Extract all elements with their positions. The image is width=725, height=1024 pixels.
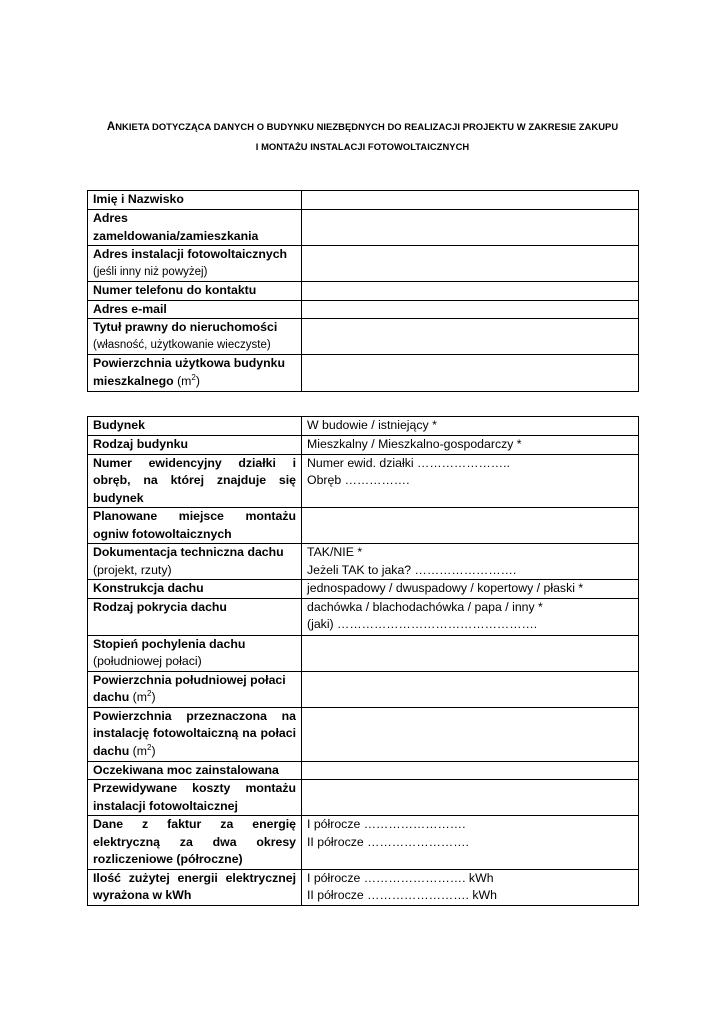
install-address-label-text: Adres instalacji fotowoltaicznych <box>93 247 288 261</box>
invoices-second-half: II półrocze ……………………. <box>307 834 469 849</box>
pv-area-unit <box>133 744 156 758</box>
table-row <box>88 319 639 355</box>
invoices-label: Dane z faktur za energię elektryczną za dwa okresy rozliczeniowe (półroczne) <box>88 816 302 870</box>
unit-close: ) <box>151 743 156 758</box>
building-data-table <box>87 416 639 906</box>
unit-exponent: 2 <box>146 742 152 752</box>
table-row <box>88 780 639 816</box>
usage-second-half: II półrocze ……………………. kWh <box>307 888 497 902</box>
building-value[interactable]: W budowie / istniejący * <box>302 417 639 436</box>
table-row <box>88 508 639 544</box>
legal-title-label <box>88 319 302 355</box>
title-line-1: ANKIETA DOTYCZĄCA DANYCH O BUDYNKU NIEZBĘDNYCH DO REALIZACJI PROJEKTU W ZAKRESIE ZAKUPU <box>106 121 619 133</box>
expected-power-input-cell[interactable] <box>302 761 639 780</box>
table-row <box>88 635 639 671</box>
title-line-2: I MONTAŻU INSTALACJI FOTOWOLTAICZNYCH <box>255 141 470 152</box>
south-area-input-cell[interactable] <box>302 671 639 707</box>
table-row <box>88 191 639 210</box>
name-label: Imię i Nazwisko <box>88 191 302 210</box>
roof-pitch-input-cell[interactable] <box>302 635 639 671</box>
building-type-label: Rodzaj budynku <box>88 436 302 455</box>
table-row <box>88 300 639 319</box>
install-cost-input-cell[interactable] <box>302 780 639 816</box>
roof-docs-label-text: Dokumentacja techniczna dachu <box>93 545 284 559</box>
document-title <box>60 117 665 156</box>
address-label-line-2: zameldowania/zamieszkania <box>93 228 259 243</box>
invoices-value[interactable] <box>302 816 639 870</box>
pv-area-label <box>88 707 302 761</box>
roof-construction-value[interactable]: jednospadowy / dwuspadowy / kopertowy / płaski * <box>302 580 639 599</box>
install-address-label <box>88 246 302 282</box>
roof-docs-note: (projekt, rzuty) <box>93 562 172 577</box>
email-label: Adres e-mail <box>88 300 302 319</box>
roof-docs-yes-no: TAK/NIE * <box>307 545 363 559</box>
install-address-note: (jeśli inny niż powyżej) <box>93 265 208 278</box>
usable-area-label-line-1: Powierzchnia użytkowa budynku <box>93 356 286 370</box>
usage-first-half: I półrocze ……………………. kWh <box>307 870 494 885</box>
roof-cover-options: dachówka / blachodachówka / papa / inny * <box>307 599 543 614</box>
panels-location-input-cell[interactable] <box>302 508 639 544</box>
unit-text: (m <box>132 690 147 704</box>
precinct-line: Obręb ……………. <box>307 473 410 487</box>
roof-cover-other: (jaki) …………………………………………. <box>307 617 538 631</box>
phone-input-cell[interactable] <box>302 282 639 301</box>
table-row <box>88 671 639 707</box>
name-input-cell[interactable] <box>302 191 639 210</box>
roof-pitch-note: (południowej połaci) <box>93 654 202 668</box>
energy-usage-value[interactable] <box>302 869 639 905</box>
south-area-label-text: Powierzchnia południowej połaci dachu <box>93 672 286 704</box>
table-row <box>88 598 639 635</box>
invoices-first-half: I półrocze ……………………. <box>307 817 466 831</box>
usable-area-unit <box>177 374 200 388</box>
plot-number-line: Numer ewid. działki ………………….. <box>307 455 510 470</box>
install-cost-label: Przewidywane koszty montażu instalacji fotowoltaicznej <box>88 780 302 816</box>
table-row <box>88 544 639 580</box>
legal-title-label-text: Tytuł prawny do nieruchomości <box>93 320 278 334</box>
unit-text: (m <box>132 743 147 758</box>
table-row <box>88 282 639 301</box>
roof-docs-value[interactable] <box>302 544 639 580</box>
table-row <box>88 210 639 246</box>
energy-usage-label: Ilość zużytej energii elektrycznej wyrażona w kWh <box>88 869 302 905</box>
roof-docs-label <box>88 544 302 580</box>
table-row <box>88 454 639 508</box>
install-address-input-cell[interactable] <box>302 246 639 282</box>
building-label: Budynek <box>88 417 302 436</box>
table-row <box>88 761 639 780</box>
table-row <box>88 580 639 599</box>
usable-area-input-cell[interactable] <box>302 355 639 392</box>
unit-exponent: 2 <box>146 689 152 698</box>
roof-pitch-label-text: Stopień pochylenia dachu <box>93 636 246 651</box>
south-area-unit <box>133 690 156 704</box>
building-type-value[interactable]: Mieszkalny / Mieszkalno-gospodarczy * <box>302 436 639 455</box>
roof-pitch-label <box>88 635 302 671</box>
south-area-label <box>88 671 302 707</box>
pv-area-label-text: Powierzchnia przeznaczona na instalację fotowoltaiczną na połaci dachu <box>93 708 296 758</box>
phone-label: Numer telefonu do kontaktu <box>88 282 302 301</box>
table-row <box>88 355 639 392</box>
address-label <box>88 210 302 246</box>
roof-construction-label: Konstrukcja dachu <box>88 580 302 599</box>
roof-docs-which: Jeżeli TAK to jaka? ……………………. <box>307 562 517 577</box>
table-row <box>88 436 639 455</box>
usable-area-label-line-2 <box>93 373 296 391</box>
unit-exponent: 2 <box>191 372 196 382</box>
usable-area-label <box>88 355 302 392</box>
table-row <box>88 707 639 761</box>
roof-cover-label: Rodzaj pokrycia dachu <box>88 598 302 635</box>
table-row <box>88 417 639 436</box>
usable-area-label-text: mieszkalnego <box>93 373 174 388</box>
address-label-line-1: Adres <box>93 211 128 225</box>
plot-number-label: Numer ewidencyjny działki i obręb, na której znajduje się budynek <box>88 454 302 508</box>
unit-close: ) <box>195 373 200 388</box>
unit-close: ) <box>151 690 156 704</box>
roof-cover-value[interactable] <box>302 598 639 635</box>
table-row <box>88 246 639 282</box>
legal-title-note: (własność, użytkowanie wieczyste) <box>93 338 271 351</box>
email-input-cell[interactable] <box>302 300 639 319</box>
plot-number-value[interactable] <box>302 454 639 508</box>
pv-area-input-cell[interactable] <box>302 707 639 761</box>
panels-location-label: Planowane miejsce montażu ogniw fotowoltaicznych <box>88 508 302 544</box>
legal-title-input-cell[interactable] <box>302 319 639 355</box>
unit-text: (m <box>177 373 192 388</box>
owner-data-table <box>87 190 639 392</box>
table-row <box>88 869 639 905</box>
expected-power-label: Oczekiwana moc zainstalowana <box>88 761 302 780</box>
address-input-cell[interactable] <box>302 210 639 246</box>
table-row <box>88 816 639 870</box>
